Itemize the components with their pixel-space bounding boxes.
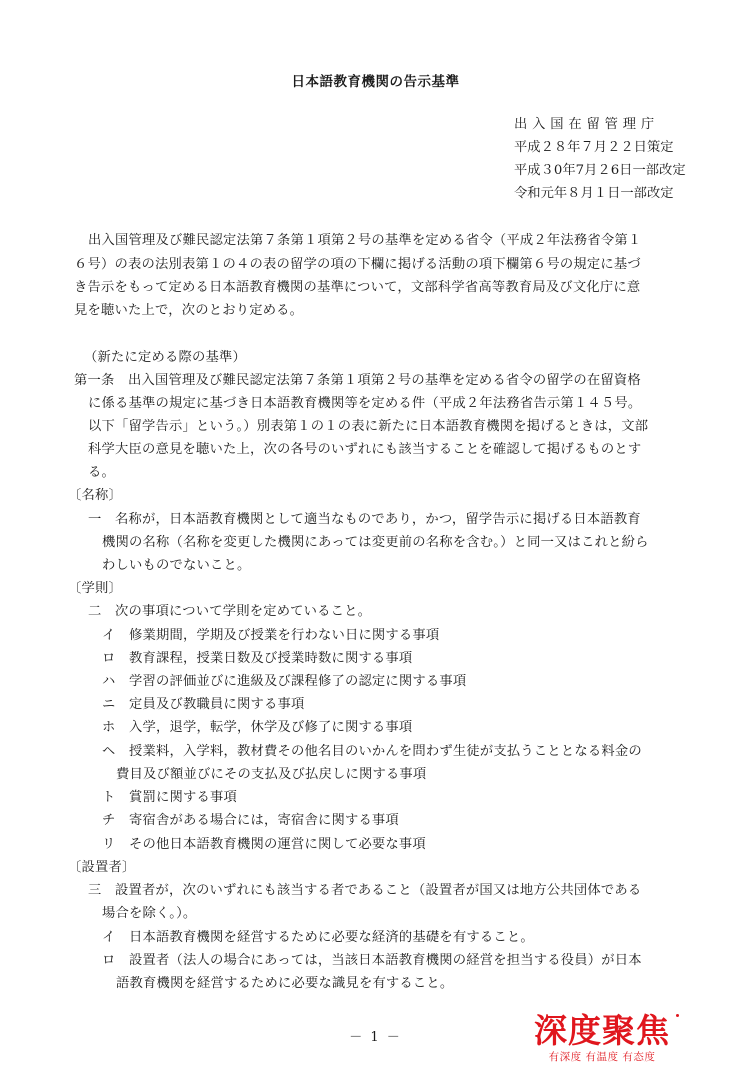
section-name-line-3: わしいものでないこと。 bbox=[102, 558, 251, 573]
rules-subitem-ro: ロ 教育課程，授業日数及び授業時数に関する事項 bbox=[102, 651, 413, 666]
document-title: 日本語教育機関の告示基準 bbox=[291, 74, 460, 90]
rules-subitem-he-cont: 費目及び額並びにその支払及び払戻しに関する事項 bbox=[116, 767, 427, 782]
rules-subitem-ha: ハ 学習の評価並びに進級及び課程修了の認定に関する事項 bbox=[102, 674, 467, 689]
section-rules-intro: 二 次の事項について学則を定めていること。 bbox=[88, 604, 372, 619]
article1-line-5: る。 bbox=[88, 465, 115, 480]
article1-caption: （新たに定める際の基準） bbox=[84, 350, 246, 365]
rules-subitem-chi: チ 寄宿舎がある場合には，寄宿舎に関する事項 bbox=[102, 813, 399, 828]
preamble-line-4: 見を聴いた上で，次のとおり定める。 bbox=[74, 303, 304, 318]
watermark-logo bbox=[522, 1012, 682, 1064]
issuer-history-2: 平成３0年7月２6日一部改定 bbox=[514, 163, 686, 178]
article1-line-2: に係る基準の規定に基づき日本語教育機関等を定める件（平成２年法務省告示第１４５号。 bbox=[88, 396, 642, 411]
section-rules-heading: 〔学則〕 bbox=[68, 581, 122, 596]
rules-subitem-i: イ 修業期間，学期及び授業を行わない日に関する事項 bbox=[102, 628, 440, 643]
watermark-main-text: 深度聚焦 bbox=[534, 1011, 670, 1050]
preamble-line-1: 出入国管理及び難民認定法第７条第１項第２号の基準を定める省令（平成２年法務省令第１ bbox=[88, 233, 642, 248]
founder-subitem-ro: ロ 設置者（法人の場合にあっては，当該日本語教育機関の経営を担当する役員）が日本 bbox=[102, 953, 642, 968]
watermark-sub-text: 有深度 有温度 有态度 bbox=[548, 1051, 656, 1063]
rules-subitem-he: ヘ 授業料，入学料，教材費その他名目のいかんを問わず生徒が支払うこととなる料金の bbox=[102, 744, 642, 759]
issuer-agency: 出 入 国 在 留 管 理 庁 bbox=[514, 117, 655, 132]
issuer-history-3: 令和元年８月１日一部改定 bbox=[514, 186, 674, 201]
section-name-line-1: 一 名称が，日本語教育機関として適当なものであり，かつ，留学告示に掲げる日本語教育 bbox=[88, 512, 641, 527]
rules-subitem-ho: ホ 入学，退学，転学，休学及び修了に関する事項 bbox=[102, 720, 413, 735]
preamble-line-2: ６号）の表の法別表第１の４の表の留学の項の下欄に掲げる活動の項下欄第６号の規定に基づ bbox=[74, 257, 641, 272]
rules-subitem-ri: リ その他日本語教育機関の運営に関して必要な事項 bbox=[102, 837, 426, 852]
article1-line-3: 以下「留学告示」という。）別表第１の１の表に新たに日本語教育機関を掲げるときは，文部 bbox=[88, 419, 649, 434]
founder-subitem-ro-cont: 語教育機関を経営するために必要な識見を有すること。 bbox=[116, 976, 454, 991]
rules-subitem-ni: ニ 定員及び教職員に関する事項 bbox=[102, 697, 305, 712]
founder-subitem-i: イ 日本語教育機関を経営するために必要な経済的基礎を有すること。 bbox=[102, 930, 534, 945]
issuer-history-1: 平成２８年７月２２日策定 bbox=[514, 140, 674, 155]
article1-line-1: 第一条 出入国管理及び難民認定法第７条第１項第２号の基準を定める省令の留学の在留資格 bbox=[74, 373, 641, 388]
section-founder-line-1: 三 設置者が，次のいずれにも該当する者であること（設置者が国又は地方公共団体である bbox=[88, 883, 642, 898]
section-name-line-2: 機関の名称（名称を変更した機関にあっては変更前の名称を含む。）と同一又はこれと紛ら bbox=[102, 535, 649, 550]
preamble-line-3: き告示をもって定める日本語教育機関の基準について，文部科学省高等教育局及び文化庁に意 bbox=[74, 280, 641, 295]
section-founder-heading: 〔設置者〕 bbox=[68, 860, 136, 875]
page-number: － 1 － bbox=[349, 1030, 402, 1045]
section-founder-line-2: 場合を除く。）。 bbox=[102, 906, 197, 921]
section-name-heading: 〔名称〕 bbox=[68, 488, 122, 503]
article1-line-4: 科学大臣の意見を聴いた上，次の各号のいずれにも該当することを確認して掲げるものとす bbox=[88, 442, 642, 457]
rules-subitem-to: ト 賞罰に関する事項 bbox=[102, 790, 237, 805]
